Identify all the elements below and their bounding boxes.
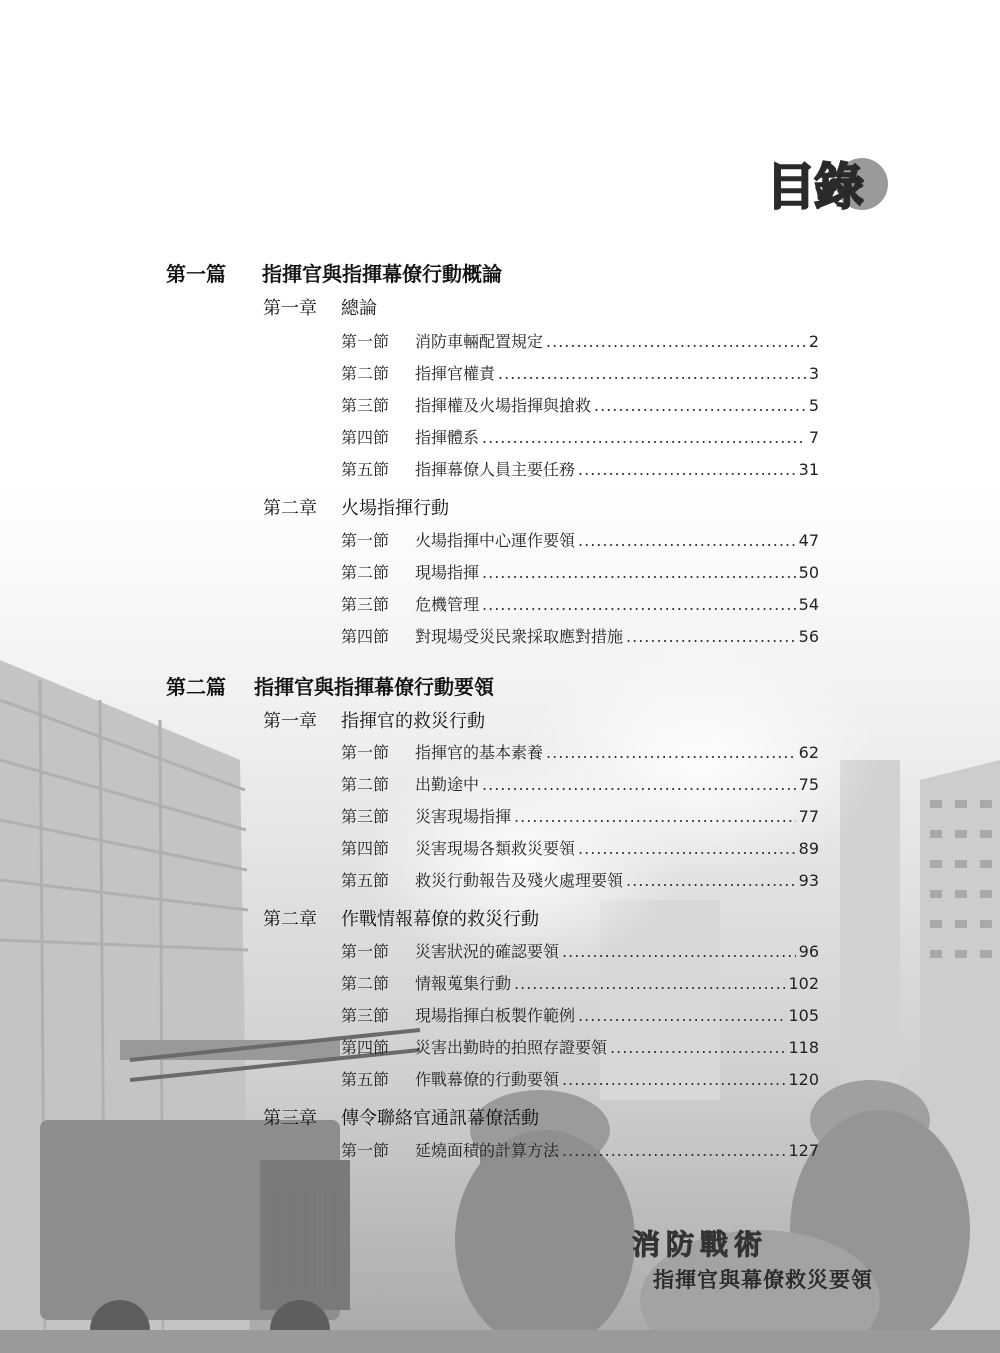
section-title: 現場指揮 bbox=[415, 563, 480, 582]
section-title: 指揮幕僚人員主要任務 bbox=[415, 460, 576, 479]
toc-entry[interactable] bbox=[341, 624, 819, 647]
page-number: 54 bbox=[798, 595, 819, 614]
chapter-heading bbox=[263, 494, 449, 520]
book-title: 消防戰術 bbox=[632, 1228, 769, 1261]
chapter-heading bbox=[263, 905, 539, 931]
toc-entry[interactable] bbox=[341, 329, 819, 352]
page-number: 56 bbox=[798, 627, 819, 646]
section-title: 救災行動報告及殘火處理要領 bbox=[415, 871, 624, 890]
section-number: 第五節 bbox=[341, 1070, 390, 1089]
dot-leader bbox=[482, 775, 796, 794]
section-title: 災害現場各類救災要領 bbox=[415, 839, 576, 858]
page-number: 7 bbox=[808, 428, 819, 447]
section-number: 第一節 bbox=[341, 531, 390, 550]
section-number: 第三節 bbox=[341, 807, 390, 826]
chapter-number: 第二章 bbox=[263, 498, 317, 519]
page-number: 127 bbox=[788, 1141, 819, 1160]
page-number: 31 bbox=[798, 460, 819, 479]
toc-entry[interactable] bbox=[341, 560, 819, 583]
section-title: 作戰幕僚的行動要領 bbox=[415, 1070, 560, 1089]
dot-leader bbox=[562, 1070, 785, 1089]
toc-entry[interactable] bbox=[341, 971, 819, 994]
page-number: 50 bbox=[798, 563, 819, 582]
section-title: 消防車輛配置規定 bbox=[415, 332, 544, 351]
chapter-title: 傳令聯絡官通訊幕僚活動 bbox=[341, 1108, 539, 1129]
section-number: 第四節 bbox=[341, 428, 390, 447]
section-number: 第二節 bbox=[341, 974, 390, 993]
toc-entry[interactable] bbox=[341, 868, 819, 891]
page-number: 96 bbox=[798, 942, 819, 961]
section-title: 危機管理 bbox=[415, 595, 480, 614]
section-number: 第三節 bbox=[341, 396, 390, 415]
page-number: 105 bbox=[788, 1006, 819, 1025]
dot-leader bbox=[578, 1006, 785, 1025]
dot-leader bbox=[482, 428, 806, 447]
toc-entry[interactable] bbox=[341, 528, 819, 551]
dot-leader bbox=[482, 595, 796, 614]
page-number: 93 bbox=[798, 871, 819, 890]
section-title: 延燒面積的計算方法 bbox=[415, 1141, 560, 1160]
section-title: 出勤途中 bbox=[415, 775, 480, 794]
section-number: 第三節 bbox=[341, 1006, 390, 1025]
section-title: 災害狀況的確認要領 bbox=[415, 942, 560, 961]
page-number: 102 bbox=[788, 974, 819, 993]
chapter-number: 第三章 bbox=[263, 1108, 317, 1129]
section-number: 第四節 bbox=[341, 1038, 390, 1057]
dot-leader bbox=[578, 839, 796, 858]
section-number: 第五節 bbox=[341, 460, 390, 479]
toc-entry[interactable] bbox=[341, 592, 819, 615]
toc-entry[interactable] bbox=[341, 772, 819, 795]
page-number: 5 bbox=[808, 396, 819, 415]
part-title: 指揮官與指揮幕僚行動要領 bbox=[254, 675, 494, 699]
page-number: 118 bbox=[788, 1038, 819, 1057]
section-number: 第四節 bbox=[341, 839, 390, 858]
chapter-title: 作戰情報幕僚的救災行動 bbox=[341, 909, 539, 930]
section-number: 第一節 bbox=[341, 332, 390, 351]
dot-leader bbox=[578, 460, 796, 479]
dot-leader bbox=[610, 1038, 785, 1057]
dot-leader bbox=[626, 871, 796, 890]
section-title: 火場指揮中心運作要領 bbox=[415, 531, 576, 550]
chapter-heading bbox=[263, 1104, 539, 1130]
part-title: 指揮官與指揮幕僚行動概論 bbox=[262, 262, 502, 286]
toc-entry[interactable] bbox=[341, 804, 819, 827]
toc-entry[interactable] bbox=[341, 836, 819, 859]
section-number: 第四節 bbox=[341, 627, 390, 646]
part-heading bbox=[166, 671, 494, 700]
book-subtitle: 指揮官與幕僚救災要領 bbox=[653, 1267, 873, 1292]
dot-leader bbox=[514, 807, 796, 826]
chapter-title: 總論 bbox=[341, 298, 377, 319]
chapter-heading bbox=[263, 707, 485, 733]
toc-title-badge bbox=[766, 158, 862, 216]
chapter-heading bbox=[263, 294, 377, 320]
dot-leader bbox=[546, 743, 796, 762]
section-title: 指揮官的基本素養 bbox=[415, 743, 544, 762]
section-title: 現場指揮白板製作範例 bbox=[415, 1006, 576, 1025]
chapter-number: 第一章 bbox=[263, 298, 317, 319]
section-title: 災害出勤時的拍照存證要領 bbox=[415, 1038, 608, 1057]
chapter-title: 火場指揮行動 bbox=[341, 498, 449, 519]
dot-leader bbox=[594, 396, 806, 415]
section-number: 第二節 bbox=[341, 364, 390, 383]
dot-leader bbox=[482, 563, 796, 582]
toc-entry[interactable] bbox=[341, 1035, 819, 1058]
part-heading bbox=[166, 258, 502, 287]
section-title: 情報蒐集行動 bbox=[415, 974, 512, 993]
toc-entry[interactable] bbox=[341, 1138, 819, 1161]
section-number: 第二節 bbox=[341, 775, 390, 794]
dot-leader bbox=[562, 1141, 785, 1160]
toc-entry[interactable] bbox=[341, 1067, 819, 1090]
chapter-number: 第一章 bbox=[263, 711, 317, 732]
section-title: 指揮體系 bbox=[415, 428, 480, 447]
page-number: 77 bbox=[798, 807, 819, 826]
section-number: 第一節 bbox=[341, 743, 390, 762]
page-number: 120 bbox=[788, 1070, 819, 1089]
section-number: 第一節 bbox=[341, 942, 390, 961]
page-number: 2 bbox=[808, 332, 819, 351]
toc-entry[interactable] bbox=[341, 457, 819, 480]
toc-entry[interactable] bbox=[341, 361, 819, 384]
section-number: 第三節 bbox=[341, 595, 390, 614]
toc-entry[interactable] bbox=[341, 393, 819, 416]
page-number: 75 bbox=[798, 775, 819, 794]
page-number: 89 bbox=[798, 839, 819, 858]
section-title: 指揮官權責 bbox=[415, 364, 496, 383]
chapter-number: 第二章 bbox=[263, 909, 317, 930]
section-title: 指揮權及火場指揮與搶救 bbox=[415, 396, 592, 415]
section-number: 第二節 bbox=[341, 563, 390, 582]
page-number: 3 bbox=[808, 364, 819, 383]
dot-leader bbox=[578, 531, 796, 550]
section-title: 災害現場指揮 bbox=[415, 807, 512, 826]
dot-leader bbox=[498, 364, 806, 383]
toc-entry[interactable] bbox=[341, 1003, 819, 1026]
section-number: 第五節 bbox=[341, 871, 390, 890]
page-number: 47 bbox=[798, 531, 819, 550]
dot-leader bbox=[546, 332, 806, 351]
page-number: 62 bbox=[798, 743, 819, 762]
dot-leader bbox=[562, 942, 796, 961]
dot-leader bbox=[626, 627, 796, 646]
part-number: 第一篇 bbox=[166, 262, 226, 286]
toc-entry[interactable] bbox=[341, 939, 819, 962]
chapter-title: 指揮官的救災行動 bbox=[341, 711, 485, 732]
dot-leader bbox=[514, 974, 785, 993]
toc-entry[interactable] bbox=[341, 425, 819, 448]
toc-entry[interactable] bbox=[341, 740, 819, 763]
section-title: 對現場受災民衆採取應對措施 bbox=[415, 627, 624, 646]
section-number: 第一節 bbox=[341, 1141, 390, 1160]
part-number: 第二篇 bbox=[166, 675, 226, 699]
toc-title: 目錄 bbox=[766, 158, 862, 216]
